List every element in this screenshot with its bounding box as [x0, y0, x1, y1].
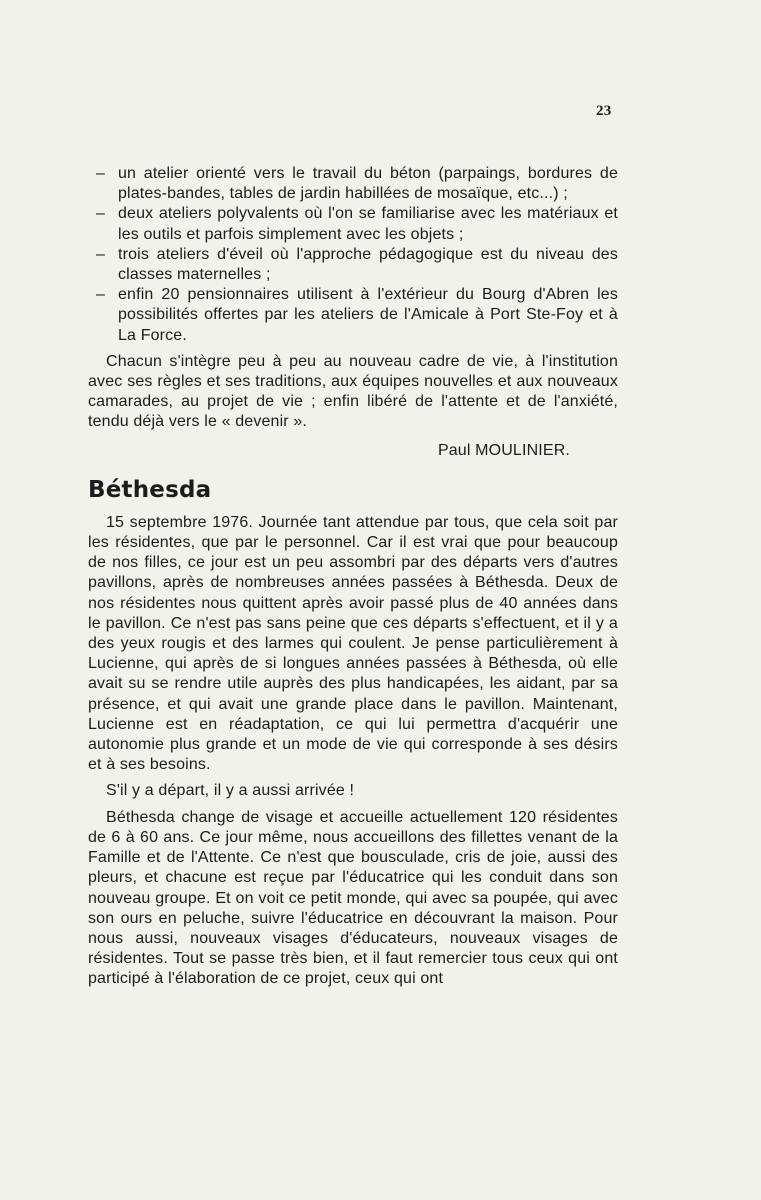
list-item [88, 164, 618, 204]
list-item-text: enfin 20 pensionnaires utilisent à l'extérieur du Bourg d'Abren les possibilités offertes par les ateliers de l'Amicale à Port Ste-Foy et à La Force. [118, 286, 618, 344]
list-item-text: deux ateliers polyvalents où l'on se familiarise avec les matériaux et les outils et parfois simplement avec les objets ; [118, 205, 618, 243]
body-paragraph: 15 septembre 1976. Journée tant attendue par tous, que cela soit par les résidentes, que par le personnel. Car il est vrai que pour beaucoup de nos filles, ce jour est un peu assombri par des départs vers d'autres pavillons, après de nombreuses années passées à Béthesda. Deux de nos résidentes nous quittent après avoir passé plus de 40 années dans le pavillon. Ce n'est pas sans peine que ces départs s'effectuent, et il y a des yeux rougis et des larmes qui coulent. Je pense particulièrement à Lucienne, qui après de si longues années passées à Béthesda, où elle avait su se rendre utile auprès des plus handicapées, les aidant, par sa présence, et qui avait une grande place dans le pavillon. Maintenant, Lucienne est en réadaptation, ce qui lui permettra d'acquérir une autonomie plus grande et un mode de vie qui corresponde à ses désirs et à ses besoins. [88, 513, 618, 774]
list-item [88, 204, 618, 244]
list-item [88, 285, 618, 346]
page-number: 23 [596, 103, 612, 119]
list-item [88, 245, 618, 285]
workshop-list [88, 164, 618, 346]
dash-marker: – [96, 286, 106, 304]
page-body [88, 164, 618, 990]
list-item-text: trois ateliers d'éveil où l'approche pédagogique est du niveau des classes maternelles ; [118, 245, 618, 284]
body-paragraph: Béthesda change de visage et accueille actuellement 120 résidentes de 6 à 60 ans. Ce jour même, nous accueillons des fillettes venant de la Famille et de l'Attente. Ce n'est que bousculade, cris de joie, aussi des pleurs, et chacune est reçue par l'éducatrice qui les conduit dans son nouveau groupe. Et on voit ce petit monde, qui avec sa poupée, qui avec son ours en peluche, suivre l'éducatrice en découvrant la maison. Pour nous aussi, nouveaux visages d'éducateurs, nouveaux visages de résidentes. Tout se passe très bien, et il faut remercier tous ceux qui ont participé à l'élaboration de ce projet, ceux qui ont [88, 808, 618, 988]
body-paragraph: S'il y a départ, il y a aussi arrivée ! [106, 782, 355, 800]
dash-marker: – [96, 165, 106, 182]
closing-paragraph: Chacun s'intègre peu à peu au nouveau cadre de vie, à l'institution avec ses règles et ses traditions, aux équipes nouvelles et aux nouveaux camarades, au projet de vie ; enfin libéré de l'attente et de l'anxiété, tendu déjà vers le « devenir ». [88, 352, 618, 431]
dash-marker: – [96, 245, 106, 263]
author-signature: Paul MOULINIER. [437, 441, 570, 459]
list-item-text: un atelier orienté vers le travail du béton (parpaings, bordures de plates-bandes, tables de jardin habillées de mosaïque, etc...) ; [118, 165, 618, 203]
section-heading: Béthesda [88, 476, 212, 503]
dash-marker: – [96, 205, 106, 223]
